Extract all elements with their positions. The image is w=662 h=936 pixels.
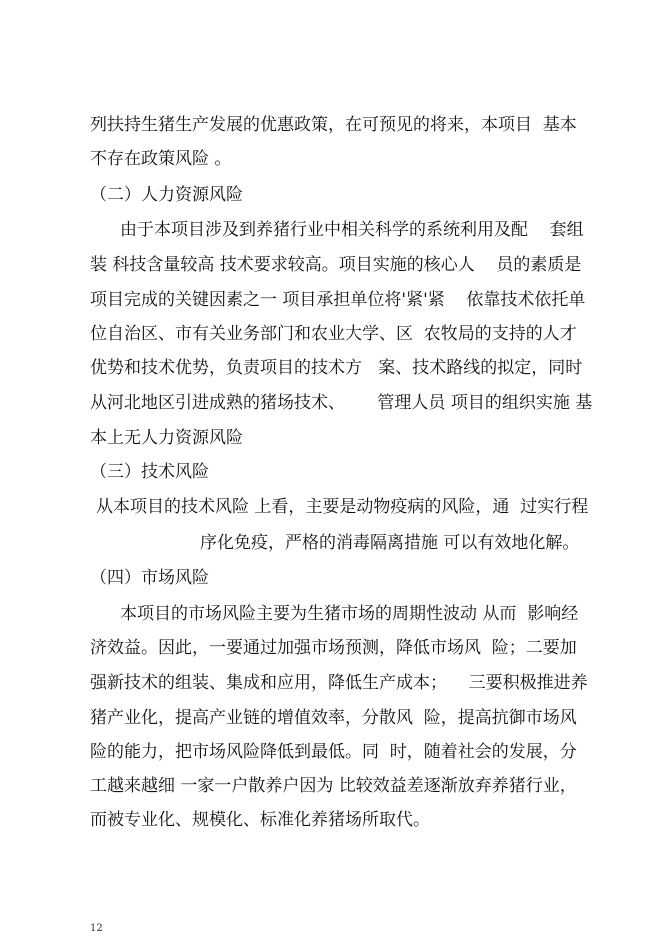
text-line-18: 猪产业化，提高产业链的增值效率，分散风 险，提高抗御市场风: [90, 708, 577, 728]
text-line-5: 装 科技含量较高 技术要求较高。项目实施的核心人 员的素质是: [90, 255, 582, 275]
text-line-1: 列扶持生猪生产发展的优惠政策，在可预见的将来，本项目 基本: [90, 115, 577, 135]
text-line-16: 济效益。因此，一要通过加强市场预测，降低市场风 险；二要加: [90, 638, 577, 658]
text-line-7: 位自治区、市有关业务部门和农业大学、区 农牧局的支持的人才: [90, 324, 577, 344]
text-line-12: 从本项目的技术风险 上看，主要是动物疫病的风险，通 过实行程: [96, 497, 589, 517]
page-number: 12: [90, 923, 103, 934]
text-line-13: 序化免疫，严格的消毒隔离措施 可以有效地化解。: [200, 533, 580, 553]
text-line-8: 优势和技术优势，负责项目的技术方 案、技术路线的拟定，同时: [90, 358, 583, 378]
text-line-20: 工越来越细 一家一户散养户因为 比较效益差逐渐放弃养猪行业，: [90, 776, 577, 796]
section-heading-human-resources: （二）人力资源风险: [90, 185, 243, 205]
text-line-10: 本上无人力资源风险: [90, 428, 243, 448]
text-line-9: 从河北地区引进成熟的猪场技术、 管理人员 项目的组织实施 基: [90, 393, 593, 413]
text-line-2: 不存在政策风险 。: [90, 149, 232, 169]
text-line-15: 本项目的市场风险主要为生猪市场的周期性波动 从而 影响经: [120, 604, 579, 624]
text-line-17: 强新技术的组装、集成和应用，降低生产成本； 三要积极推进养: [90, 673, 588, 693]
text-line-6: 项目完成的关键因素之一 项目承担单位将'紧'紧 依靠技术依托单: [90, 290, 586, 310]
text-line-21: 而被专业化、规模化、标准化养猪场所取代。: [90, 810, 430, 830]
text-line-4: 由于本项目涉及到养猪行业中相关科学的系统利用及配 套组: [120, 220, 584, 240]
text-line-19: 险的能力，把市场风险降低到最低。同 时，随着社会的发展，分: [90, 742, 577, 762]
section-heading-technical-risk: （三）技术风险: [90, 462, 209, 482]
section-heading-market-risk: （四）市场风险: [90, 568, 209, 588]
